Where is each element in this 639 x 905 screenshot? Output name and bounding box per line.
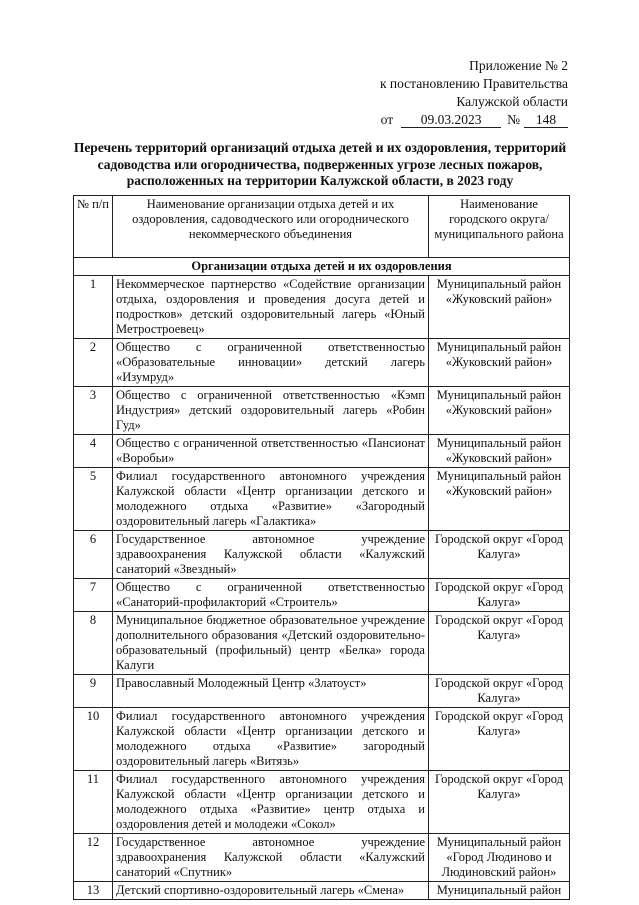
cell-name: Государственное автономное учреждение здравоохранения Калужской области «Калужский санаторий «Звездный» xyxy=(113,531,429,579)
cell-num: 11 xyxy=(74,771,113,834)
cell-area: Муниципальный район «Жуковский район» xyxy=(429,468,570,531)
cell-name: Общество с ограниченной ответственностью «Кэмп Индустрия» детский оздоровительный лагерь «Робин Гуд» xyxy=(113,387,429,435)
table-row xyxy=(74,771,570,834)
annex-from-label: от xyxy=(380,112,394,127)
territories-table xyxy=(73,195,570,900)
header-area: Наименование городского округа/муниципального района xyxy=(429,196,570,258)
cell-name: Филиал государственного автономного учреждения Калужской области «Центр организации детского и молодежного отдыха «Развитие» загородный оздоровительный лагерь «Витязь» xyxy=(113,708,429,771)
cell-num: 6 xyxy=(74,531,113,579)
cell-num: 2 xyxy=(74,339,113,387)
table-row xyxy=(74,435,570,468)
table-row xyxy=(74,834,570,882)
cell-num: 1 xyxy=(74,276,113,339)
section-row xyxy=(74,258,570,276)
cell-area: Муниципальный район «Жуковский район» xyxy=(429,435,570,468)
cell-name: Муниципальное бюджетное образовательное учреждение дополнительного образования «Детский оздоровительно-образовательный (профильный) центр «Белка» города Калуги xyxy=(113,612,429,675)
annex-line-3: Калужской области xyxy=(456,94,568,109)
cell-name: Общество с ограниченной ответственностью «Образовательные инновации» детский лагерь «Изумруд» xyxy=(113,339,429,387)
annex-number: 148 xyxy=(524,112,568,128)
cell-num: 3 xyxy=(74,387,113,435)
cell-name: Детский спортивно-оздоровительный лагерь «Смена» xyxy=(113,882,429,900)
table-row xyxy=(74,339,570,387)
table-row xyxy=(74,708,570,771)
table-row xyxy=(74,675,570,708)
cell-name: Общество с ограниченной ответственностью «Санаторий-профилакторий «Строитель» xyxy=(113,579,429,612)
cell-name: Государственное автономное учреждение здравоохранения Калужской области «Калужский санаторий «Спутник» xyxy=(113,834,429,882)
cell-name: Некоммерческое партнерство «Содействие организации отдыха, оздоровления и проведения досуга детей и подростков» детский оздоровительный лагерь «Юный Метростроевец» xyxy=(113,276,429,339)
annex-header xyxy=(380,57,568,129)
cell-area: Городской округ «Город Калуга» xyxy=(429,675,570,708)
table-row xyxy=(74,579,570,612)
cell-area: Муниципальный район «Жуковский район» xyxy=(429,276,570,339)
table-row xyxy=(74,387,570,435)
cell-num: 8 xyxy=(74,612,113,675)
cell-name: Православный Молодежный Центр «Златоуст» xyxy=(113,675,429,708)
cell-area: Муниципальный район «Жуковский район» xyxy=(429,339,570,387)
cell-num: 9 xyxy=(74,675,113,708)
annex-line-2: к постановлению Правительства xyxy=(379,76,568,91)
cell-name: Общество с ограниченной ответственностью «Пансионат «Воробьи» xyxy=(113,435,429,468)
annex-line-1: Приложение № 2 xyxy=(469,58,568,73)
cell-area: Муниципальный район xyxy=(429,882,570,900)
cell-area: Городской округ «Город Калуга» xyxy=(429,708,570,771)
cell-area: Городской округ «Город Калуга» xyxy=(429,531,570,579)
cell-area: Городской округ «Город Калуга» xyxy=(429,771,570,834)
table-row xyxy=(74,276,570,339)
header-name: Наименование организации отдыха детей и их оздоровления, садоводческого или огороднического некоммерческого объединения xyxy=(113,196,429,258)
table-row xyxy=(74,468,570,531)
cell-area: Муниципальный район «Город Людиново и Людиновский район» xyxy=(429,834,570,882)
cell-name: Филиал государственного автономного учреждения Калужской области «Центр организации детского и молодежного отдыха «Развитие» центр отдыха и оздоровления детей и молодежи «Сокол» xyxy=(113,771,429,834)
table-row xyxy=(74,531,570,579)
cell-num: 13 xyxy=(74,882,113,900)
cell-area: Городской округ «Город Калуга» xyxy=(429,612,570,675)
table-row xyxy=(74,882,570,900)
annex-date-line xyxy=(380,111,568,129)
cell-num: 4 xyxy=(74,435,113,468)
annex-number-label: № xyxy=(507,112,520,127)
annex-date: 09.03.2023 xyxy=(401,112,501,128)
section-title: Организации отдыха детей и их оздоровления xyxy=(74,258,570,276)
table-header-row xyxy=(74,196,570,258)
header-num: № п/п xyxy=(74,196,113,258)
cell-num: 12 xyxy=(74,834,113,882)
cell-area: Муниципальный район «Жуковский район» xyxy=(429,387,570,435)
cell-name: Филиал государственного автономного учреждения Калужской области «Центр организации детского и молодежного отдыха «Развитие» «Загородный оздоровительный лагерь «Галактика» xyxy=(113,468,429,531)
table-row xyxy=(74,612,570,675)
cell-num: 7 xyxy=(74,579,113,612)
cell-num: 5 xyxy=(74,468,113,531)
document-title: Перечень территорий организаций отдыха детей и их оздоровления, территорий садоводства или огородничества, подверженных угрозе лесных пожаров, расположенных на территории Калужской области, в 2023 году xyxy=(73,140,567,188)
cell-area: Городской округ «Город Калуга» xyxy=(429,579,570,612)
cell-num: 10 xyxy=(74,708,113,771)
